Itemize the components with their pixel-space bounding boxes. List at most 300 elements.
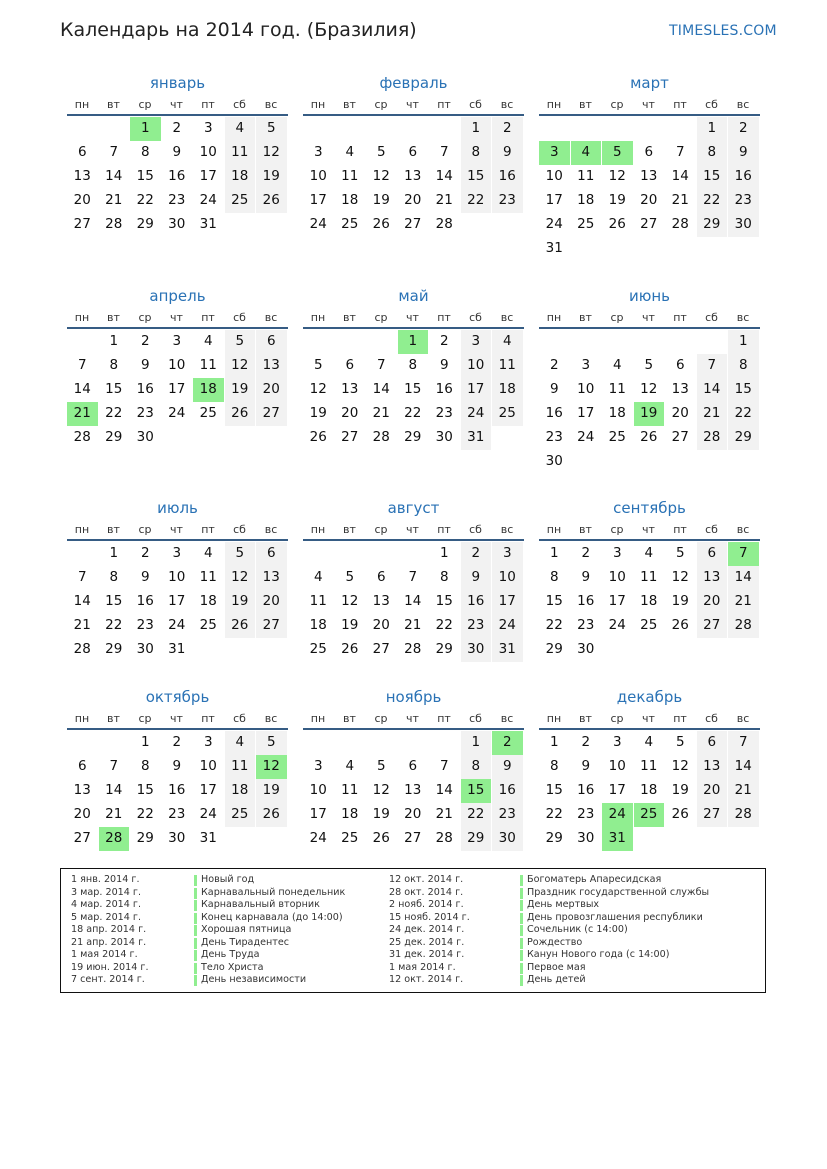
day-cell: 18 — [341, 192, 359, 208]
day-cell: 6 — [644, 144, 654, 160]
day-cell: 24 — [608, 617, 626, 633]
weekday-label: ср — [374, 712, 388, 725]
legend-holiday-name: День Труда — [201, 949, 260, 960]
legend-date: 4 мар. 2014 г. — [71, 899, 142, 910]
weekday-label: пн — [74, 523, 90, 536]
month-name: август — [387, 499, 440, 517]
day-cell: 25 — [199, 405, 217, 421]
day-cell: 7 — [109, 758, 119, 774]
day-cell: 23 — [168, 192, 186, 208]
day-cell: 4 — [492, 330, 523, 354]
weekday-label: пн — [74, 98, 90, 111]
day-cell: 8 — [439, 569, 449, 585]
day-cell: 22 — [435, 617, 453, 633]
day-cell: 24 — [168, 617, 186, 633]
day-cell: 7 — [109, 144, 119, 160]
day-cell: 19 — [341, 617, 359, 633]
day-cell: 12 — [608, 168, 626, 184]
day-cell: 23 — [461, 614, 492, 638]
day-cell: 10 — [309, 168, 327, 184]
holiday-day-cell: 12 — [256, 755, 287, 779]
day-cell: 22 — [105, 617, 123, 633]
day-cell: 1 — [109, 333, 119, 349]
legend-date: 12 окт. 2014 г. — [389, 874, 464, 885]
legend-date: 15 нояб. 2014 г. — [389, 911, 470, 923]
day-cell: 12 — [671, 758, 689, 774]
day-cell: 16 — [435, 381, 453, 397]
day-cell: 26 — [309, 429, 327, 445]
holiday-color-marker — [520, 888, 523, 899]
day-cell: 9 — [461, 566, 492, 590]
weekday-label: вс — [500, 98, 514, 111]
day-cell: 9 — [140, 357, 150, 373]
day-cell: 24 — [492, 614, 523, 638]
day-cell: 5 — [376, 758, 386, 774]
weekday-label: чт — [170, 98, 183, 111]
day-cell: 1 — [549, 734, 559, 750]
weekday-label: вт — [343, 311, 356, 324]
day-cell: 14 — [728, 566, 759, 590]
weekday-label: сб — [469, 523, 482, 536]
day-cell: 17 — [577, 405, 595, 421]
day-cell: 8 — [140, 758, 150, 774]
weekday-label: ср — [610, 311, 624, 324]
day-cell: 30 — [136, 429, 154, 445]
day-cell: 14 — [697, 378, 728, 402]
holiday-color-marker — [520, 913, 523, 924]
day-cell: 16 — [461, 590, 492, 614]
holiday-day-cell: 24 — [602, 803, 633, 827]
day-cell: 11 — [640, 569, 658, 585]
day-cell: 24 — [309, 830, 327, 846]
day-cell: 20 — [372, 617, 390, 633]
legend-holiday-name: Рождество — [527, 936, 583, 948]
day-cell: 26 — [225, 614, 256, 638]
day-cell: 23 — [492, 803, 523, 827]
weekday-label: вс — [500, 311, 514, 324]
day-cell: 24 — [309, 216, 327, 232]
day-cell: 9 — [439, 357, 449, 373]
weekday-label: чт — [642, 523, 655, 536]
day-cell: 31 — [545, 240, 563, 256]
day-cell: 15 — [404, 381, 422, 397]
day-cell: 6 — [256, 330, 287, 354]
day-cell: 1 — [140, 734, 150, 750]
day-cell: 11 — [341, 168, 359, 184]
day-cell: 15 — [461, 165, 492, 189]
day-cell: 25 — [225, 803, 256, 827]
day-cell: 25 — [341, 216, 359, 232]
day-cell: 3 — [313, 144, 323, 160]
day-cell: 18 — [309, 617, 327, 633]
day-cell: 12 — [341, 593, 359, 609]
day-cell: 8 — [549, 569, 559, 585]
day-cell: 24 — [168, 405, 186, 421]
holiday-color-marker — [194, 875, 197, 886]
day-cell: 18 — [492, 378, 523, 402]
day-cell: 11 — [199, 357, 217, 373]
day-cell: 27 — [697, 614, 728, 638]
day-cell: 17 — [492, 590, 523, 614]
day-cell: 18 — [640, 782, 658, 798]
holiday-color-marker — [520, 875, 523, 886]
legend-date: 18 апр. 2014 г. — [71, 924, 147, 935]
day-cell: 31 — [199, 216, 217, 232]
day-cell: 7 — [408, 569, 418, 585]
day-cell: 8 — [549, 758, 559, 774]
weekday-label: сб — [469, 98, 482, 111]
day-cell: 12 — [372, 168, 390, 184]
day-cell: 15 — [728, 378, 759, 402]
weekday-label: вт — [107, 523, 120, 536]
day-cell: 3 — [612, 734, 622, 750]
legend-date: 21 апр. 2014 г. — [71, 936, 147, 948]
day-cell: 1 — [549, 545, 559, 561]
legend-holiday-name: Хорошая пятница — [201, 924, 292, 935]
day-cell: 12 — [671, 569, 689, 585]
weekday-label: пт — [673, 98, 687, 111]
day-cell: 7 — [675, 144, 685, 160]
holiday-day-cell: 28 — [99, 827, 130, 851]
day-cell: 7 — [376, 357, 386, 373]
day-cell: 11 — [640, 758, 658, 774]
legend-holiday-name: Тело Христа — [201, 961, 264, 973]
weekday-label: ср — [610, 523, 624, 536]
weekday-label: вс — [500, 523, 514, 536]
day-cell: 22 — [728, 402, 759, 426]
legend-holiday-name: День Тирадентес — [201, 936, 290, 948]
day-cell: 27 — [256, 402, 287, 426]
day-cell: 20 — [640, 192, 658, 208]
day-cell: 10 — [461, 354, 492, 378]
day-cell: 13 — [256, 566, 287, 590]
weekday-label: ср — [138, 98, 152, 111]
day-cell: 2 — [140, 545, 150, 561]
day-cell: 17 — [608, 782, 626, 798]
day-cell: 2 — [461, 542, 492, 566]
day-cell: 10 — [199, 758, 217, 774]
weekday-label: чт — [406, 98, 419, 111]
day-cell: 30 — [168, 216, 186, 232]
day-cell: 29 — [105, 641, 123, 657]
day-cell: 14 — [105, 782, 123, 798]
day-cell: 8 — [697, 141, 728, 165]
weekday-label: вс — [736, 311, 750, 324]
weekday-label: пт — [201, 311, 215, 324]
day-cell: 14 — [728, 755, 759, 779]
legend-date: 2 нояб. 2014 г. — [389, 899, 464, 910]
weekday-label: вс — [500, 712, 514, 725]
day-cell: 28 — [728, 803, 759, 827]
day-cell: 25 — [309, 641, 327, 657]
day-cell: 28 — [728, 614, 759, 638]
day-cell: 12 — [372, 782, 390, 798]
day-cell: 29 — [461, 827, 492, 851]
day-cell: 25 — [199, 617, 217, 633]
day-cell: 14 — [372, 381, 390, 397]
month-divider — [67, 327, 288, 329]
day-cell: 10 — [492, 566, 523, 590]
legend-holiday-name: Сочельник (с 14:00) — [527, 924, 628, 935]
month-name: январь — [149, 74, 206, 92]
weekday-label: сб — [469, 712, 482, 725]
day-cell: 4 — [644, 545, 654, 561]
weekday-label: пн — [74, 311, 90, 324]
day-cell: 27 — [372, 641, 390, 657]
day-cell: 1 — [697, 117, 728, 141]
day-cell: 18 — [341, 806, 359, 822]
day-cell: 17 — [168, 593, 186, 609]
day-cell: 3 — [203, 120, 213, 136]
weekday-label: ср — [138, 311, 152, 324]
day-cell: 29 — [136, 830, 154, 846]
day-cell: 9 — [172, 144, 182, 160]
day-cell: 14 — [435, 168, 453, 184]
day-cell: 17 — [309, 806, 327, 822]
weekday-label: вт — [579, 712, 592, 725]
day-cell: 23 — [136, 617, 154, 633]
day-cell: 28 — [372, 429, 390, 445]
holiday-day-cell: 19 — [634, 402, 665, 426]
weekday-label: пт — [437, 98, 451, 111]
weekday-label: ср — [374, 98, 388, 111]
day-cell: 14 — [435, 782, 453, 798]
weekday-label: чт — [642, 311, 655, 324]
day-cell: 26 — [256, 189, 287, 213]
day-cell: 23 — [168, 806, 186, 822]
day-cell: 18 — [225, 779, 256, 803]
day-cell: 13 — [640, 168, 658, 184]
legend-holiday-name: Богоматерь Апаресидская — [527, 874, 662, 885]
day-cell: 13 — [73, 782, 91, 798]
day-cell: 21 — [671, 192, 689, 208]
day-cell: 3 — [461, 330, 492, 354]
day-cell: 6 — [77, 144, 87, 160]
day-cell: 26 — [671, 806, 689, 822]
day-cell: 28 — [435, 216, 453, 232]
day-cell: 2 — [172, 120, 182, 136]
day-cell: 24 — [545, 216, 563, 232]
day-cell: 7 — [439, 144, 449, 160]
day-cell: 28 — [105, 216, 123, 232]
holiday-color-marker — [520, 963, 523, 974]
day-cell: 11 — [492, 354, 523, 378]
month-divider — [67, 114, 288, 116]
day-cell: 8 — [140, 144, 150, 160]
weekday-label: чт — [642, 712, 655, 725]
weekday-label: вт — [107, 98, 120, 111]
day-cell: 3 — [313, 758, 323, 774]
day-cell: 14 — [73, 381, 91, 397]
day-cell: 9 — [172, 758, 182, 774]
day-cell: 8 — [461, 141, 492, 165]
day-cell: 16 — [168, 782, 186, 798]
day-cell: 3 — [203, 734, 213, 750]
day-cell: 17 — [199, 782, 217, 798]
day-cell: 21 — [435, 806, 453, 822]
day-cell: 2 — [492, 117, 523, 141]
month-divider — [539, 114, 760, 116]
day-cell: 29 — [136, 216, 154, 232]
day-cell: 4 — [612, 357, 622, 373]
day-cell: 14 — [404, 593, 422, 609]
day-cell: 24 — [577, 429, 595, 445]
day-cell: 4 — [644, 734, 654, 750]
legend-holiday-name: Карнавальный понедельник — [201, 886, 346, 898]
day-cell: 8 — [461, 755, 492, 779]
legend-date: 1 мая 2014 г. — [389, 961, 456, 973]
weekday-label: чт — [406, 523, 419, 536]
day-cell: 21 — [728, 590, 759, 614]
weekday-label: вт — [579, 311, 592, 324]
day-cell: 31 — [492, 638, 523, 662]
day-cell: 2 — [439, 333, 449, 349]
day-cell: 19 — [671, 593, 689, 609]
day-cell: 29 — [545, 830, 563, 846]
day-cell: 10 — [577, 381, 595, 397]
day-cell: 20 — [73, 806, 91, 822]
holiday-day-cell: 21 — [67, 402, 98, 426]
day-cell: 25 — [341, 830, 359, 846]
legend-holiday-name: Карнавальный вторник — [201, 899, 320, 910]
month-name: апрель — [149, 287, 206, 305]
day-cell: 24 — [199, 806, 217, 822]
day-cell: 5 — [644, 357, 654, 373]
weekday-label: пт — [437, 712, 451, 725]
day-cell: 26 — [341, 641, 359, 657]
day-cell: 22 — [105, 405, 123, 421]
day-cell: 23 — [136, 405, 154, 421]
day-cell: 11 — [199, 569, 217, 585]
day-cell: 27 — [404, 216, 422, 232]
day-cell: 17 — [461, 378, 492, 402]
day-cell: 23 — [545, 429, 563, 445]
holiday-color-marker — [194, 900, 197, 911]
day-cell: 19 — [256, 779, 287, 803]
day-cell: 8 — [408, 357, 418, 373]
day-cell: 16 — [577, 593, 595, 609]
day-cell: 24 — [461, 402, 492, 426]
day-cell: 17 — [199, 168, 217, 184]
day-cell: 14 — [671, 168, 689, 184]
holiday-day-cell: 5 — [602, 141, 633, 165]
weekday-label: ср — [138, 712, 152, 725]
day-cell: 15 — [136, 168, 154, 184]
weekday-label: чт — [170, 523, 183, 536]
day-cell: 4 — [225, 117, 256, 141]
day-cell: 3 — [172, 545, 182, 561]
day-cell: 4 — [345, 758, 355, 774]
day-cell: 18 — [225, 165, 256, 189]
day-cell: 22 — [545, 806, 563, 822]
day-cell: 8 — [728, 354, 759, 378]
day-cell: 13 — [256, 354, 287, 378]
holiday-day-cell: 25 — [634, 803, 665, 827]
day-cell: 7 — [439, 758, 449, 774]
day-cell: 18 — [640, 593, 658, 609]
weekday-label: сб — [233, 98, 246, 111]
month-divider — [539, 327, 760, 329]
holiday-day-cell: 31 — [602, 827, 633, 851]
day-cell: 23 — [435, 405, 453, 421]
day-cell: 25 — [492, 402, 523, 426]
day-cell: 20 — [73, 192, 91, 208]
day-cell: 2 — [140, 333, 150, 349]
weekday-label: вт — [343, 98, 356, 111]
day-cell: 28 — [73, 641, 91, 657]
holiday-day-cell: 18 — [193, 378, 224, 402]
day-cell: 1 — [461, 117, 492, 141]
weekday-label: вс — [736, 712, 750, 725]
day-cell: 29 — [697, 213, 728, 237]
day-cell: 18 — [199, 593, 217, 609]
day-cell: 21 — [404, 617, 422, 633]
day-cell: 7 — [697, 354, 728, 378]
day-cell: 11 — [309, 593, 327, 609]
day-cell: 27 — [404, 830, 422, 846]
day-cell: 16 — [136, 381, 154, 397]
day-cell: 4 — [225, 731, 256, 755]
day-cell: 25 — [577, 216, 595, 232]
day-cell: 19 — [671, 782, 689, 798]
day-cell: 11 — [577, 168, 595, 184]
day-cell: 15 — [545, 593, 563, 609]
legend-date: 28 окт. 2014 г. — [389, 886, 464, 898]
weekday-label: вс — [264, 523, 278, 536]
day-cell: 11 — [341, 782, 359, 798]
legend-date: 19 июн. 2014 г. — [71, 961, 149, 973]
day-cell: 27 — [671, 429, 689, 445]
weekday-label: пн — [310, 98, 326, 111]
day-cell: 22 — [404, 405, 422, 421]
weekday-label: сб — [705, 98, 718, 111]
day-cell: 13 — [341, 381, 359, 397]
day-cell: 15 — [545, 782, 563, 798]
month-divider — [303, 539, 524, 541]
day-cell: 23 — [728, 189, 759, 213]
month-name: декабрь — [616, 688, 683, 706]
day-cell: 11 — [225, 141, 256, 165]
day-cell: 9 — [492, 141, 523, 165]
day-cell: 6 — [697, 542, 728, 566]
legend-date: 24 дек. 2014 г. — [389, 924, 465, 935]
holiday-day-cell: 3 — [539, 141, 570, 165]
day-cell: 10 — [168, 569, 186, 585]
site-link[interactable]: TIMESLES.COM — [669, 23, 777, 39]
weekday-label: пт — [437, 311, 451, 324]
weekday-label: сб — [469, 311, 482, 324]
weekday-label: пн — [310, 311, 326, 324]
legend-holiday-name: Первое мая — [527, 961, 586, 973]
day-cell: 26 — [372, 216, 390, 232]
weekday-label: пт — [673, 311, 687, 324]
day-cell: 3 — [612, 545, 622, 561]
day-cell: 30 — [728, 213, 759, 237]
day-cell: 5 — [345, 569, 355, 585]
day-cell: 6 — [408, 144, 418, 160]
day-cell: 10 — [608, 569, 626, 585]
legend-date: 31 дек. 2014 г. — [389, 949, 465, 960]
day-cell: 3 — [581, 357, 591, 373]
day-cell: 29 — [545, 641, 563, 657]
weekday-label: чт — [170, 712, 183, 725]
day-cell: 21 — [728, 779, 759, 803]
weekday-label: чт — [170, 311, 183, 324]
weekday-label: ср — [610, 98, 624, 111]
day-cell: 11 — [225, 755, 256, 779]
day-cell: 10 — [545, 168, 563, 184]
day-cell: 20 — [341, 405, 359, 421]
